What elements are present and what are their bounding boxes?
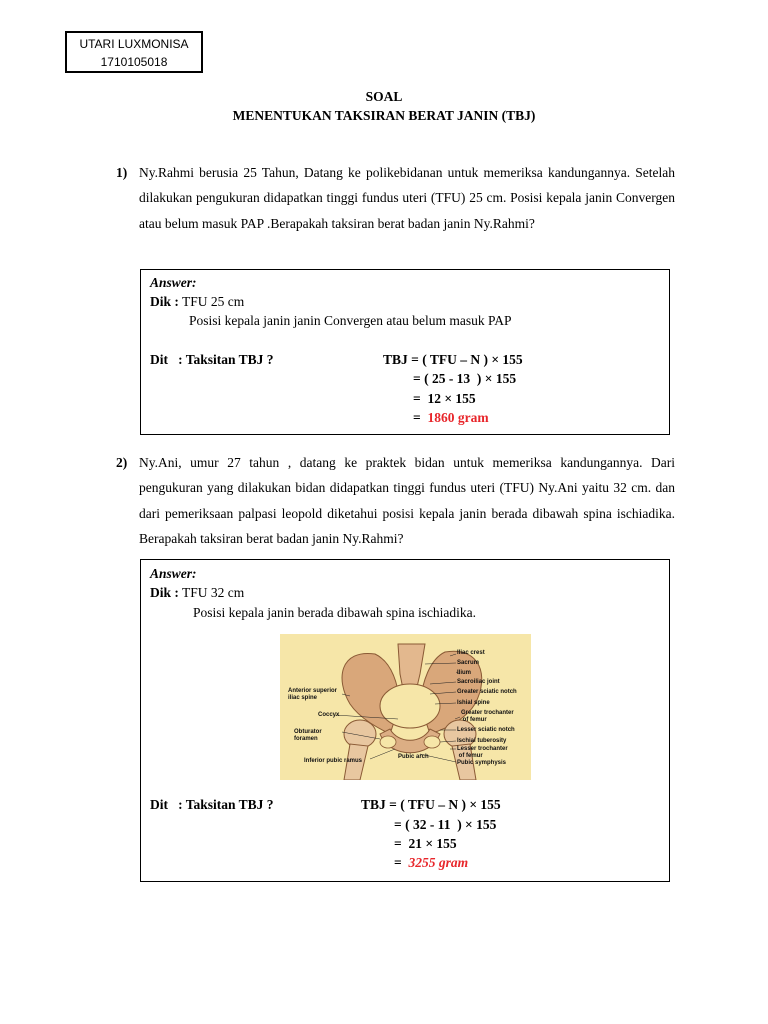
answer-1-step2: = 12 × 155 — [413, 391, 476, 406]
answer-2-dik-label: Dik : — [150, 585, 179, 600]
answer-1-formula: TBJ = ( TFU – N ) × 155 — [383, 352, 523, 367]
question-1-text: Ny.Rahmi berusia 25 Tahun, Datang ke polikebidanan untuk memeriksa kandungannya. Setelah dilakukan pengukuran didapatkan tinggi fundus uteri (TFU) 25 cm. Posisi kepala janin Convergen atau belum masuk PAP .Berapakah taksiran berat badan janin Ny.Rahmi? — [139, 165, 675, 231]
pelvis-anatomy-figure — [280, 634, 531, 780]
figure-label-pubic-symphysis: Pubic symphysis — [457, 760, 507, 766]
figure-label-lesser-trochanter: Lesser trochanter of femur — [457, 746, 508, 759]
answer-1-heading: Answer: — [150, 275, 197, 290]
answer-1-dik-detail: Posisi kepala janin janin Convergen atau belum masuk PAP — [189, 313, 512, 328]
answer-2-result: 3255 gram — [408, 855, 469, 870]
answer-1-dit: Dit : Taksitan TBJ ? — [150, 352, 274, 367]
answer-2-step2: = 21 × 155 — [394, 836, 457, 851]
answer-2-heading: Answer: — [150, 566, 197, 581]
figure-label-ischial-tuberosity: Ischial tuberosity — [457, 738, 507, 744]
answer-1-result: 1860 gram — [427, 410, 489, 425]
answer-2-result-line — [394, 855, 468, 871]
answer-2-formula: TBJ = ( TFU – N ) × 155 — [361, 797, 501, 812]
figure-label-greater-sciatic-notch: Greater sciatic notch — [457, 689, 517, 695]
figure-label-iliac-crest: Iliac crest — [457, 650, 485, 656]
figure-label-obturator-foramen: Obturator foramen — [294, 729, 322, 742]
question-2-number: 2) — [116, 455, 128, 470]
answer-2-dik — [150, 585, 244, 601]
answer-2-result-eq: = — [394, 855, 409, 870]
figure-label-inferior-pubic-ramus: Inferior pubic ramus — [304, 758, 363, 764]
figure-label-ilium: Ilium — [457, 670, 472, 676]
answer-2-dit: Dit : Taksitan TBJ ? — [150, 797, 274, 812]
figure-label-ishial-spine: Ishial spine — [457, 700, 490, 706]
doc-title-line2: MENENTUKAN TAKSIRAN BERAT JANIN (TBJ) — [232, 108, 536, 123]
answer-1-box — [140, 269, 670, 435]
author-box — [65, 31, 203, 73]
answer-1-result-eq: = — [413, 410, 428, 425]
answer-2-box — [140, 559, 670, 882]
answer-1-dik-value: TFU 25 cm — [178, 294, 245, 309]
answer-1-step1: = ( 25 - 13 ) × 155 — [413, 371, 517, 386]
figure-label-sacroiliac-joint: Sacroiliac joint — [457, 679, 500, 685]
question-2-text: Ny.Ani, umur 27 tahun , datang ke praktek bidan untuk memeriksa kandungannya. Dari pengukuran yang dilakukan bidan didapatkan tinggi fundus uteri (TFU) Ny.Ani yaitu 32 cm. dan dari pemeriksaan palpasi leopold diketahui posisi kepala janin berada dibawah spina ischiadika. Berapakah taksiran berat badan janin Ny.Rahmi? — [139, 455, 675, 546]
figure-label-greater-trochanter: Greater trochanter of femur — [461, 710, 514, 723]
answer-1-dik-label: Dik : — [150, 294, 179, 309]
answer-1-result-line — [413, 410, 489, 426]
doc-title-line1: SOAL — [365, 89, 403, 104]
author-id: 1710105018 — [100, 55, 168, 69]
figure-label-pubic-arch: Pubic arch — [398, 754, 429, 760]
answer-2-step1: = ( 32 - 11 ) × 155 — [394, 817, 497, 832]
answer-2-dik-value: TFU 32 cm — [178, 585, 245, 600]
figure-label-coccyx: Coccyx — [318, 712, 340, 718]
figure-label-sacrum: Sacrum — [457, 660, 480, 666]
answer-1-dik — [150, 294, 244, 310]
figure-label-lesser-sciatic-notch: Lesser sciatic notch — [457, 727, 515, 733]
question-1-number: 1) — [116, 165, 128, 180]
author-name: UTARI LUXMONISA — [79, 37, 189, 51]
answer-2-dik-detail: Posisi kepala janin berada dibawah spina ischiadika. — [193, 605, 477, 620]
figure-label-anterior-superior-iliac-spine: Anterior superior iliac spine — [288, 688, 338, 701]
